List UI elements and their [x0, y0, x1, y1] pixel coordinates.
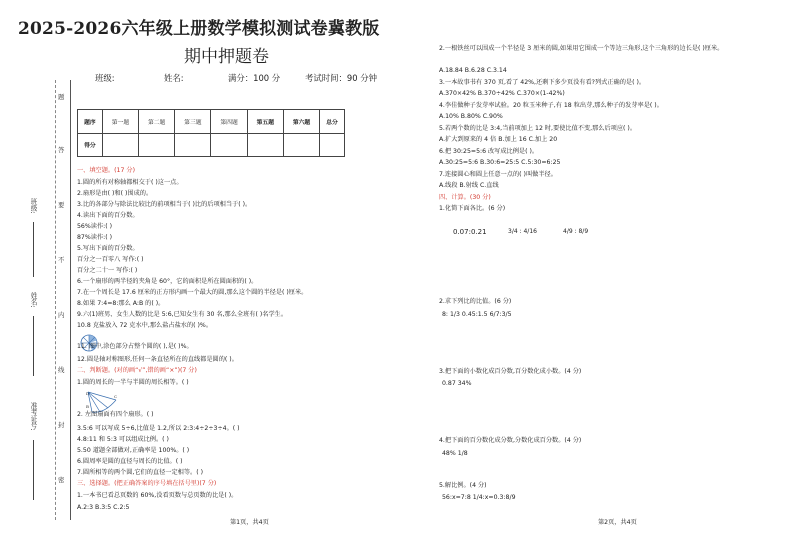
choice-6-options: A.30:25=5:6 B.30:6=25:5 C.5:30=6:25 — [439, 159, 561, 166]
class-field-label: 班级: — [29, 198, 37, 214]
calc-5-items: 56:x=7:8 1/4:x=0.3:8/9 — [442, 494, 516, 501]
question-6: 6.一个扇形的两半径的夹角是 60°，它的面积是所在圆面积的( )。 — [77, 278, 258, 285]
choice-5-options: A.扩大到原来的 4 倍 B.加上 16 C.加上 20 — [439, 136, 558, 143]
choice-4-options: A.10% B.80% C.90% — [439, 113, 503, 120]
question-1: 1.圆的所有对称轴都相交于( )这一点。 — [77, 179, 183, 186]
section-1-title: 一、填空题。(17 分) — [77, 167, 135, 174]
question-9: 9.六(1)班男、女生人数的比是 5:6,已知女生有 30 名,那么全班有( )名学生。 — [77, 311, 288, 318]
svg-text:D: D — [86, 391, 90, 396]
choice-2: 2.一根铁丝可以围成一个半径是 3 厘米的圆,如果用它围成一个等边三角形,这个三角形的边长是( )厘米。 — [439, 45, 724, 52]
judge-1: 1.圆的周长的一半与半圆的周长相等。( ) — [77, 379, 189, 386]
question-4b: 87%读作:( ) — [77, 234, 113, 241]
calc-1-item: 4/9 : 8/9 — [563, 228, 589, 235]
question-8: 8.如果 7:4=8:那么 A:B 的( )。 — [77, 300, 165, 307]
exam-title: 2025-2026六年级上册数学模拟测试卷冀教版 — [18, 19, 380, 39]
score-cell[interactable] — [175, 133, 211, 157]
score-table-header: 第一题 — [102, 110, 138, 134]
calc-1-item: 3/4 : 4/16 — [508, 228, 537, 235]
class-field-line[interactable] — [33, 222, 34, 277]
choice-5: 5.若两个数的比是 3:4,当前项加上 12 时,要使比值不变,那么后项应( )。 — [439, 125, 637, 132]
score-table-header: 第二题 — [139, 110, 175, 134]
name-label: 姓名: — [164, 73, 184, 83]
question-5b: 百分之二十一 写作:( ) — [77, 267, 138, 274]
choice-2-options: A.18.84 B.6.28 C.3.14 — [439, 67, 507, 74]
id-field-label: 准考证号: — [29, 402, 37, 431]
question-11: 11. 图中,涂色部分占整个圆的( ),是( )%。 — [77, 343, 193, 350]
question-5: 5.写出下面的百分数。 — [77, 245, 139, 252]
section-3-title: 三、选择题。(把正确答案的序号填在括号里)(7 分) — [77, 480, 217, 487]
calc-2: 2.求下列比的比值。(6 分) — [439, 298, 512, 305]
question-2: 2.扇形是由( )和( )围成的。 — [77, 190, 153, 197]
score-table — [77, 109, 345, 157]
calc-3: 3.把下面的小数化成百分数,百分数化成小数。(4 分) — [439, 368, 582, 375]
score-cell[interactable] — [102, 133, 138, 157]
name-field-label: 姓名: — [29, 292, 37, 308]
exam-subtitle: 期中押题卷 — [184, 47, 269, 67]
score-table-header-row — [78, 110, 345, 134]
question-4: 4.读出下面的百分数。 — [77, 212, 139, 219]
choice-7-options: A.线段 B.射线 C.直线 — [439, 182, 499, 189]
page-2-footer: 第2页，共4页 — [598, 519, 637, 526]
choice-1: 1.一本书已看总页数的 60%,没看页数与总页数的比是( )。 — [77, 492, 238, 499]
choice-3-options: A.370×42% B.370÷42% C.370×(1-42%) — [439, 90, 565, 97]
question-10: 10.8 克盐放入 72 克水中,那么盐占盐水的( )%。 — [77, 322, 213, 329]
svg-text:C: C — [114, 394, 118, 399]
section-2-title: 二、判断题。(对的画“√”,错的画“×”)(7 分) — [77, 367, 197, 374]
id-field-line[interactable] — [33, 440, 34, 500]
page-1-footer: 第1页，共4页 — [230, 519, 269, 526]
score-table-header: 总分 — [320, 110, 345, 134]
judge-7: 7.圆所相等的两个圆,它们的直径一定相等。( ) — [77, 469, 204, 476]
margin-char: 不 — [58, 256, 65, 264]
margin-char: 线 — [58, 366, 65, 374]
svg-text:B: B — [86, 404, 89, 409]
margin-char: 答 — [58, 146, 65, 154]
score-table-header: 第六题 — [283, 110, 319, 134]
calc-1: 1.化简下面各比。(6 分) — [439, 205, 506, 212]
choice-7: 7.连接圆心和圆上任意一点的( )叫做半径。 — [439, 171, 557, 178]
score-table-header: 第四题 — [211, 110, 247, 134]
exam-time-label: 考试时间：90 分钟 — [305, 73, 377, 83]
score-cell[interactable] — [247, 133, 283, 157]
judge-2: 2. 左图扇面有四个扇形。( ) — [77, 411, 154, 418]
calc-4-items: 48% 1/8 — [442, 450, 468, 457]
class-label: 班级: — [95, 73, 115, 83]
section-4-title: 四、计算。(30 分) — [439, 194, 491, 201]
calc-2-items: 8: 1/3 0.45:1.5 6/7:3/5 — [442, 311, 512, 318]
calc-5: 5.解比例。(4 分) — [439, 482, 487, 489]
question-12: 12.圆是轴对称图形,任何一条直径所在的直线都是圆的( )。 — [77, 356, 238, 363]
question-5a: 百分之一百零八 写作:( ) — [77, 256, 144, 263]
judge-3: 3.5:6 可以写成 5÷6,比值是 1.2,所以 2:3:4÷2÷3÷4。( ) — [77, 425, 240, 432]
score-cell[interactable] — [139, 133, 175, 157]
calc-3-items: 0.87 34% — [442, 380, 472, 387]
score-table-header: 第三题 — [175, 110, 211, 134]
score-row-label: 得分 — [78, 133, 103, 157]
margin-char: 内 — [58, 311, 65, 319]
question-7: 7.在一个周长是 17.6 厘米的正方形内画一个最大的圆,那么这个圆的半径是( )厘米。 — [77, 289, 308, 296]
margin-char: 密 — [58, 476, 65, 484]
margin-char: 题 — [58, 93, 65, 101]
question-4a: 56%读作:( ) — [77, 223, 113, 230]
score-table-header: 第五题 — [247, 110, 283, 134]
question-3: 3.比的各部分与除法比较比的前项相当于( )比的后项相当于( )。 — [77, 201, 252, 208]
binding-cut-line-outer — [55, 80, 56, 520]
score-cell[interactable] — [283, 133, 319, 157]
score-table-header: 题序 — [78, 110, 103, 134]
binding-line-inner — [70, 80, 71, 520]
judge-4: 4.8:11 和 5:3 可以组成比例。( ) — [77, 436, 169, 443]
score-table-score-row — [78, 133, 345, 157]
score-cell[interactable] — [320, 133, 345, 157]
choice-1-options: A.2:3 B.3:5 C.2:5 — [77, 504, 130, 511]
calc-1-item: 0.07:0.21 — [453, 228, 487, 236]
choice-4: 4.李佳做种子发芽率试验。20 粒玉米种子,有 18 粒出芽,那么种子的发芽率是( )。 — [439, 102, 663, 109]
full-score-label: 满分：100 分 — [228, 73, 281, 83]
margin-char: 要 — [58, 201, 65, 209]
judge-6: 6.圆周率是圆的直径与周长的比值。( ) — [77, 458, 183, 465]
choice-3: 3.一本故事书有 370 页,看了 42%,还剩下多少页没有看?列式正确的是( )。 — [439, 79, 646, 86]
calc-4: 4.把下面的百分数化成分数,分数化成百分数。(4 分) — [439, 437, 582, 444]
name-field-line[interactable] — [33, 316, 34, 376]
margin-char: 封 — [58, 421, 65, 429]
choice-6: 6.把 30:25=5:6 改写成比例是( )。 — [439, 148, 539, 155]
judge-5: 5.50 道题全部做对,正确率是 100%。( ) — [77, 447, 190, 454]
score-cell[interactable] — [211, 133, 247, 157]
